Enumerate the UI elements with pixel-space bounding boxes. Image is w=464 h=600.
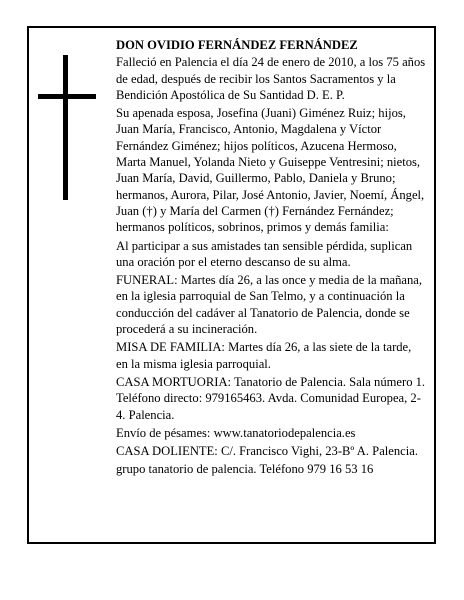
cross-horizontal-bar — [38, 94, 96, 99]
family-list: Su apenada esposa, Josefina (Juani) Giménez Ruiz; hijos, Juan María, Francisco, Antonio, Magdalena y Víctor Fernández Giménez; hijos políticos, Azucena Hermoso, Marta Manuel, Yolanda Nieto y Guiseppe Ventresini; nietos, Juan María, David, Guillermo, Pablo, Daniela y Bruno; hermanos, Aurora, Pilar, José Antonio, Javier, Noemí, Ángel, Juan (†) y María del Carmen (†) Fernández Fernández; hermanos políticos, sobrinos, primos y demás familia: — [116, 106, 425, 235]
prayer-request: Al participar a sus amistades tan sensible pérdida, suplican una oración por el eterno descanso de su alma. — [116, 238, 413, 269]
funeral-home-info: CASA MORTUORIA: Tanatorio de Palencia. Sala número 1. Teléfono directo: 979165463. Avda. Comunidad Europea, 2-4. Palencia. — [116, 374, 426, 422]
funeral-group-contact: grupo tanatorio de palencia. Teléfono 979 16 53 16 — [116, 462, 374, 477]
obituary-notice — [27, 26, 436, 544]
latin-cross-icon — [38, 55, 96, 200]
death-announcement: Falleció en Palencia el día 24 de enero de 2010, a los 75 años de edad, después de recibir los Santos Sacramentos y la Bendición Apostólica de Su Santidad D. E. P. — [116, 55, 426, 102]
notice-text — [116, 37, 426, 480]
family-mass-info: MISA DE FAMILIA: Martes día 26, a las siete de la tarde, en la misma iglesia parroquial. — [116, 340, 412, 371]
funeral-info: FUNERAL: Martes día 26, a las once y media de la mañana, en la iglesia parroquial de San Telmo, y a continuación la conducción del cadáver al Tanatorio de Palencia, donde se procederá a su incineración. — [116, 273, 423, 337]
condolences-website: Envío de pésames: www.tanatoriodepalencia.es — [116, 425, 356, 440]
cross-vertical-bar — [63, 55, 68, 200]
deceased-name: DON OVIDIO FERNÁNDEZ FERNÁNDEZ — [116, 38, 358, 52]
family-home-address: CASA DOLIENTE: C/. Francisco Vighi, 23-Bº A. Palencia. — [116, 444, 418, 459]
